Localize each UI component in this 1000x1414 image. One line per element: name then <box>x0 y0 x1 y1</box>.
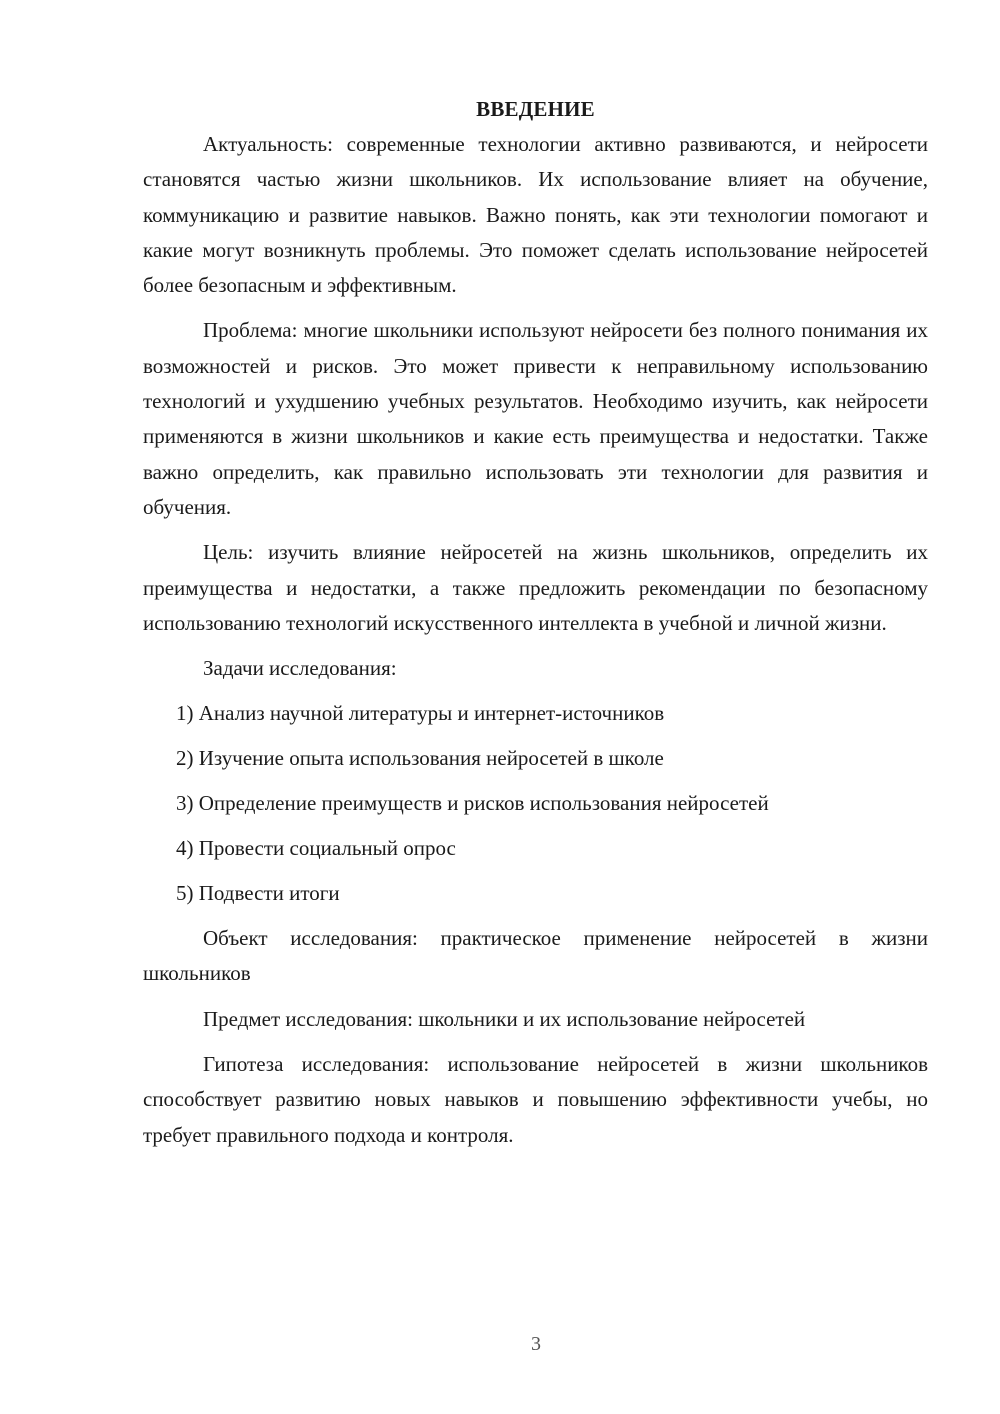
task-item: 2) Изучение опыта использования нейросетей в школе <box>176 746 664 771</box>
object-paragraph: Объект исследования: практическое применение нейросетей в жизни школьников <box>143 926 928 986</box>
problem-paragraph: Проблема: многие школьники используют нейросети без полного понимания их возможностей и рисков. Это может привести к неправильному использованию технологий и ухудшению учебных результатов. Необходимо изучить, как нейросети применяются в жизни школьников и какие есть преимущества и недостатки. Также важно определить, как правильно использовать эти технологии для развития и обучения. <box>143 318 928 519</box>
goal-paragraph: Цель: изучить влияние нейросетей на жизнь школьников, определить их преимущества и недостатки, а также предложить рекомендации по безопасному использованию технологий искусственного интеллекта в учебной и личной жизни. <box>143 540 928 635</box>
subject-paragraph: Предмет исследования: школьники и их использование нейросетей <box>203 1006 806 1031</box>
task-item: 5) Подвести итоги <box>176 881 340 906</box>
relevance-paragraph: Актуальность: современные технологии активно развиваются, и нейросети становятся частью жизни школьников. Их использование влияет на обучение, коммуникацию и развитие навыков. Важно понять, как эти технологии помогают и какие могут возникнуть проблемы. Это поможет сделать использование нейросетей более безопасным и эффективным. <box>143 132 928 298</box>
hypothesis-paragraph: Гипотеза исследования: использование нейросетей в жизни школьников способствует развитию новых навыков и повышению эффективности учебы, но требует правильного подхода и контроля. <box>143 1052 928 1147</box>
page-number: 3 <box>531 1333 541 1355</box>
task-item: 4) Провести социальный опрос <box>176 836 456 861</box>
document-page <box>143 92 928 1163</box>
section-heading: ВВЕДЕНИЕ <box>476 97 595 121</box>
tasks-title: Задачи исследования: <box>203 656 397 681</box>
tasks-list <box>143 696 928 911</box>
task-item: 1) Анализ научной литературы и интернет-источников <box>176 701 665 726</box>
task-item: 3) Определение преимуществ и рисков использования нейросетей <box>176 791 769 816</box>
